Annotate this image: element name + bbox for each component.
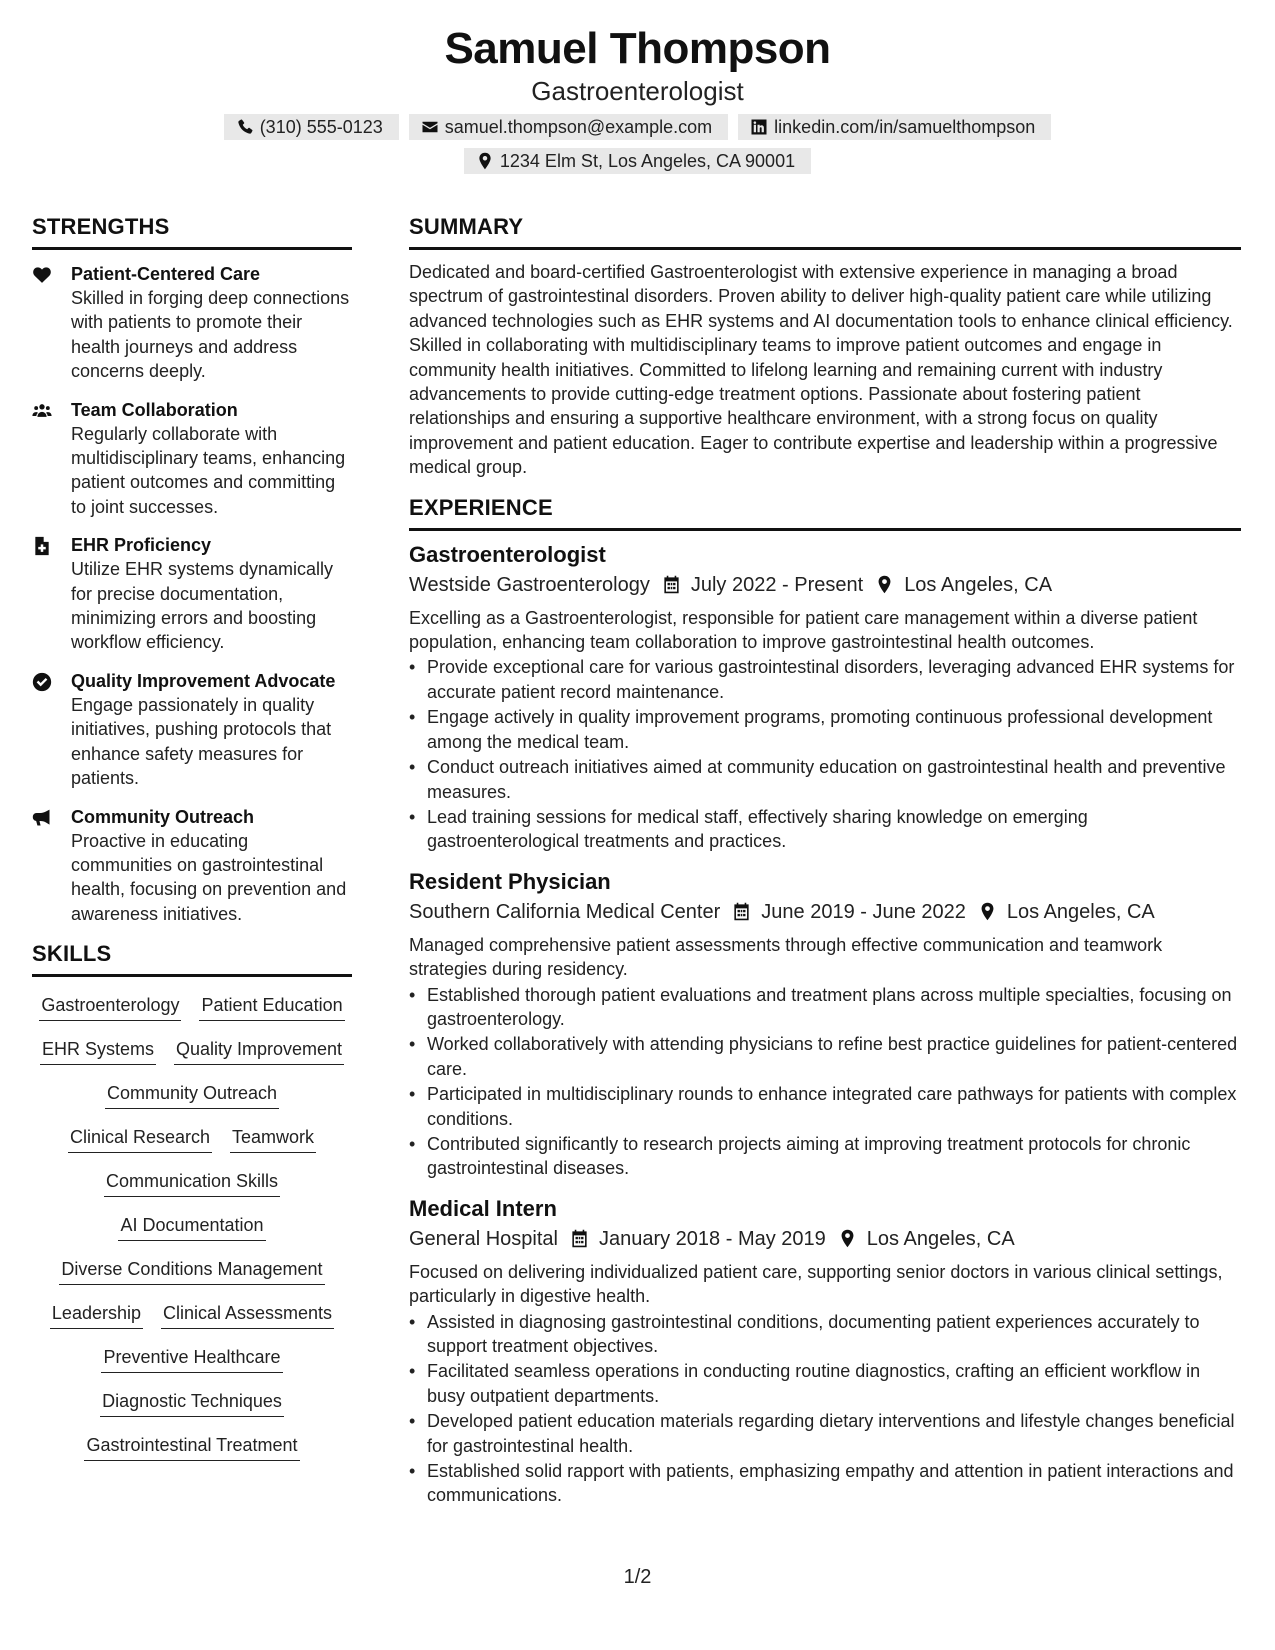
job-bullets xyxy=(409,983,1241,1181)
job-bullet: • Facilitated seamless operations in conducting routine diagnostics, crafting an efficient workflow in busy outpatient departments. xyxy=(409,1359,1241,1408)
contact-row xyxy=(0,114,1275,140)
skill-tag: Diverse Conditions Management xyxy=(59,1255,324,1285)
calendar-icon xyxy=(732,902,751,921)
skills-heading: SKILLS xyxy=(32,940,352,977)
contact-email-text: samuel.thompson@example.com xyxy=(444,117,713,137)
job-entry xyxy=(409,541,1241,854)
location-pin-icon xyxy=(838,1229,857,1248)
job-bullet: • Engage actively in quality improvement programs, promoting continuous professional development among the medical team. xyxy=(409,705,1241,754)
candidate-title: Gastroenterologist xyxy=(531,76,744,106)
users-icon xyxy=(32,401,52,421)
experience-section xyxy=(409,494,1241,1508)
job-summary: Managed comprehensive patient assessments through effective communication and teamwork strategies during residency. xyxy=(409,934,1163,980)
envelope-icon xyxy=(421,118,439,136)
experience-heading: EXPERIENCE xyxy=(409,494,1241,531)
strength-desc: Proactive in educating communities on gastrointestinal health, focusing on prevention and awareness initiatives. xyxy=(71,830,347,924)
contact-address xyxy=(464,148,811,174)
skills-section xyxy=(32,940,352,1461)
job-bullet: • Established solid rapport with patients, emphasizing empathy and attention in patient interactions and communications. xyxy=(409,1459,1241,1508)
job-title: Medical Intern xyxy=(409,1195,557,1221)
job-entry xyxy=(409,1195,1241,1508)
left-column xyxy=(32,213,352,1461)
job-meta xyxy=(409,897,1241,927)
skills-list xyxy=(32,991,352,1461)
job-bullet: • Participated in multidisciplinary rounds to enhance integrated care pathways for patients with complex conditions. xyxy=(409,1082,1241,1131)
job-company: Westside Gastroenterology xyxy=(409,573,650,596)
summary-heading: SUMMARY xyxy=(409,213,1241,250)
summary-text: Dedicated and board-certified Gastroenterologist with extensive experience in managing a broad spectrum of gastrointestinal disorders. Proven ability to deliver high-quality patient care while utilizing advanced technologies such as EHR systems and AI documentation tools to enhance clinical efficiency. Skilled in collaborating with multidisciplinary teams to improve patient outcomes and engage in community health initiatives. Committed to lifelong learning and remaining current with industry advancements to provide cutting-edge treatment options. Passionate about fostering patient relationships and ensuring a supportive healthcare environment, with a strong focus on quality improvement and patient education. Eager to contribute expertise and leadership within a progressive medical group. xyxy=(409,262,1233,478)
job-dates: July 2022 - Present xyxy=(690,573,864,596)
job-bullet: • Lead training sessions for medical staff, effectively sharing knowledge on emerging gastroenterological treatments and practices. xyxy=(409,805,1241,854)
job-title: Resident Physician xyxy=(409,868,611,894)
strengths-heading: STRENGTHS xyxy=(32,213,352,250)
check-circle-icon xyxy=(32,672,52,692)
job-location: Los Angeles, CA xyxy=(904,573,1053,596)
page-number: 1/2 xyxy=(623,1566,652,1588)
strength-title: Community Outreach xyxy=(71,806,255,827)
skill-tag: Teamwork xyxy=(230,1123,316,1153)
skill-tag: Preventive Healthcare xyxy=(101,1343,282,1373)
strength-title: Team Collaboration xyxy=(71,399,238,420)
strength-title: EHR Proficiency xyxy=(71,535,212,556)
strength-item xyxy=(32,533,352,655)
job-bullet: • Developed patient education materials regarding dietary interventions and lifestyle changes beneficial for gastrointestinal health. xyxy=(409,1409,1241,1458)
job-location: Los Angeles, CA xyxy=(1006,900,1155,923)
job-meta xyxy=(409,570,1241,600)
resume-header xyxy=(0,20,1275,174)
linkedin-icon xyxy=(750,118,768,136)
strength-title: Quality Improvement Advocate xyxy=(71,670,336,691)
contact-linkedin-text: linkedin.com/in/samuelthompson xyxy=(774,117,1036,137)
contact-linkedin[interactable] xyxy=(738,114,1051,140)
skill-tag: AI Documentation xyxy=(118,1211,265,1241)
strength-item xyxy=(32,398,352,520)
job-title: Gastroenterologist xyxy=(409,541,606,567)
strength-desc: Utilize EHR systems dynamically for precise documentation, minimizing errors and boosting workflow efficiency. xyxy=(71,559,334,653)
contact-row-address xyxy=(0,148,1275,174)
job-dates: June 2019 - June 2022 xyxy=(761,900,966,923)
skill-tag: Clinical Assessments xyxy=(161,1299,334,1329)
contact-address-text: 1234 Elm St, Los Angeles, CA 90001 xyxy=(499,151,796,171)
contact-phone-text: (310) 555-0123 xyxy=(259,117,383,137)
job-bullet: • Provide exceptional care for various gastrointestinal disorders, leveraging advanced EHR systems for accurate patient record maintenance. xyxy=(409,655,1241,704)
skill-tag: Patient Education xyxy=(199,991,344,1021)
summary-section xyxy=(409,213,1241,480)
megaphone-icon xyxy=(32,808,52,828)
job-summary: Excelling as a Gastroenterologist, responsible for patient care management within a diverse patient population, enhancing team collaboration to improve gastrointestinal health outcomes. xyxy=(409,607,1198,653)
job-bullets xyxy=(409,655,1241,853)
contact-email[interactable] xyxy=(409,114,728,140)
location-pin-icon xyxy=(476,152,494,170)
skill-tag: EHR Systems xyxy=(40,1035,156,1065)
skill-tag: Communication Skills xyxy=(104,1167,280,1197)
job-meta xyxy=(409,1224,1241,1254)
job-location: Los Angeles, CA xyxy=(866,1227,1015,1250)
job-bullet: • Worked collaboratively with attending physicians to refine best practice guidelines for patient-centered care. xyxy=(409,1032,1241,1081)
job-company: Southern California Medical Center xyxy=(409,900,721,923)
job-bullet: • Established thorough patient evaluations and treatment plans across multiple specialties, focusing on gastroenterology. xyxy=(409,983,1241,1032)
strength-item xyxy=(32,805,352,927)
job-entry xyxy=(409,868,1241,1181)
strength-desc: Skilled in forging deep connections with patients to promote their health journeys and address concerns deeply. xyxy=(71,288,350,382)
job-company: General Hospital xyxy=(409,1227,558,1250)
calendar-icon xyxy=(662,575,681,594)
job-bullet: • Assisted in diagnosing gastrointestinal conditions, documenting patient experiences accurately to support treatment objectives. xyxy=(409,1310,1241,1359)
skill-tag: Quality Improvement xyxy=(174,1035,344,1065)
skill-tag: Clinical Research xyxy=(68,1123,212,1153)
job-bullets xyxy=(409,1310,1241,1508)
strength-item xyxy=(32,669,352,791)
job-bullet: • Contributed significantly to research projects aiming at improving treatment protocols for chronic gastrointestinal diseases. xyxy=(409,1132,1241,1181)
skill-tag: Diagnostic Techniques xyxy=(100,1387,284,1417)
skill-tag: Community Outreach xyxy=(105,1079,279,1109)
candidate-name: Samuel Thompson xyxy=(444,24,831,73)
job-summary: Focused on delivering individualized patient care, supporting senior doctors in various clinical settings, particularly in digestive health. xyxy=(409,1261,1223,1307)
skill-tag: Gastroenterology xyxy=(39,991,181,1021)
skill-tag: Leadership xyxy=(50,1299,143,1329)
phone-icon xyxy=(236,118,254,136)
strength-item xyxy=(32,262,352,384)
strengths-list xyxy=(32,262,352,926)
location-pin-icon xyxy=(978,902,997,921)
location-pin-icon xyxy=(875,575,894,594)
strength-desc: Engage passionately in quality initiatives, pushing protocols that enhance safety measures for patients. xyxy=(71,694,332,789)
file-medical-icon xyxy=(32,536,52,556)
job-dates: January 2018 - May 2019 xyxy=(598,1227,826,1250)
strength-desc: Regularly collaborate with multidisciplinary teams, enhancing patient outcomes and committing to joint successes. xyxy=(71,423,346,517)
contact-phone[interactable] xyxy=(224,114,399,140)
strengths-section xyxy=(32,213,352,926)
skill-tag: Gastrointestinal Treatment xyxy=(84,1431,299,1461)
right-column xyxy=(409,213,1241,1509)
strength-title: Patient-Centered Care xyxy=(71,264,261,284)
heart-icon xyxy=(32,265,52,285)
calendar-icon xyxy=(570,1229,589,1248)
job-bullet: • Conduct outreach initiatives aimed at community education on gastrointestinal health and preventive measures. xyxy=(409,755,1241,804)
